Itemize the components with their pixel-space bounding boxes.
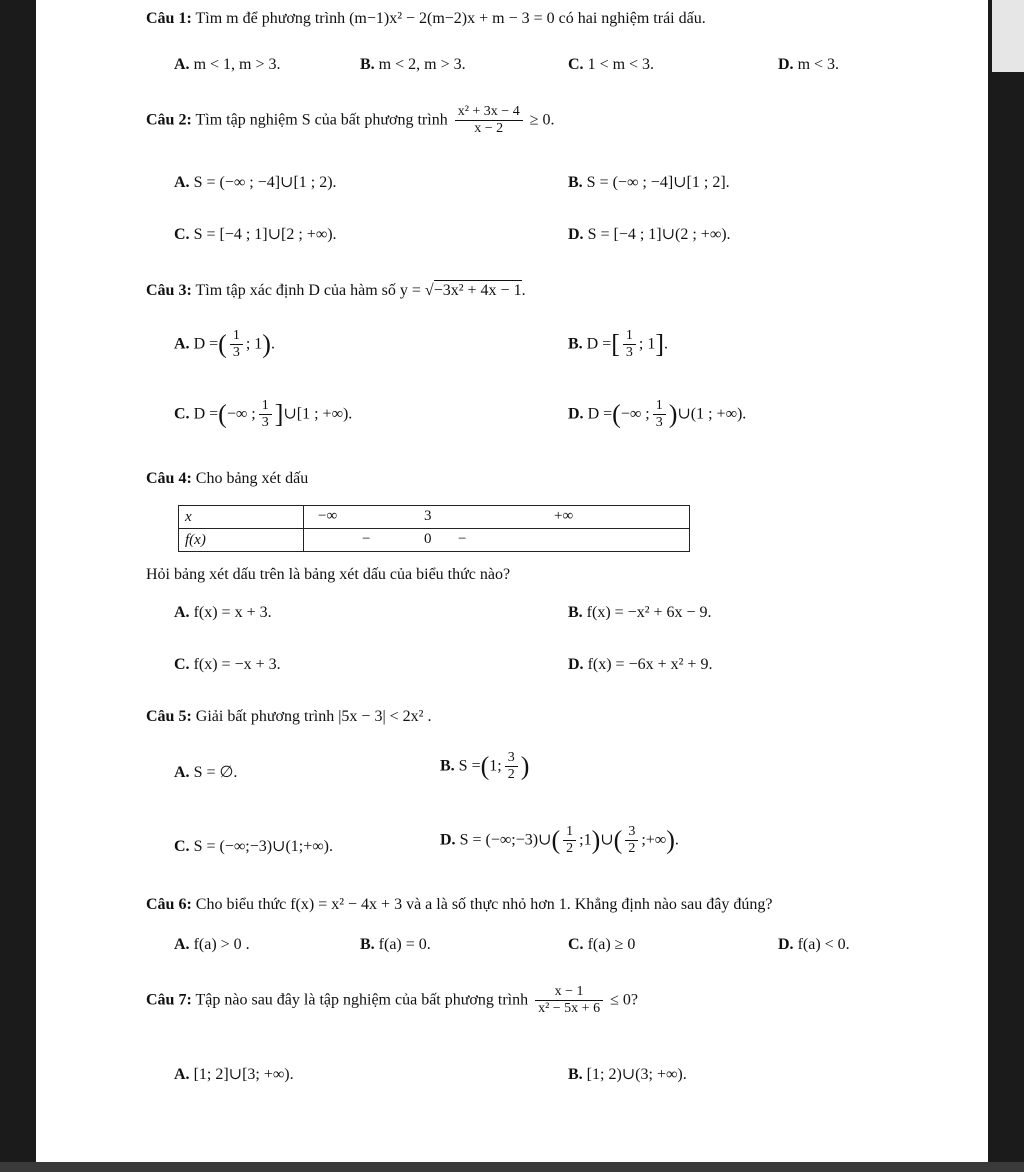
- q3-option-c[interactable]: [174, 398, 352, 431]
- question-5: [146, 708, 431, 726]
- q4-option-d[interactable]: [568, 656, 712, 674]
- question-7: [146, 984, 638, 1017]
- question-text: Tìm m để phương trình (m−1)x² − 2(m−2)x + m − 3 = 0 có hai nghiệm trái dấu.: [195, 10, 706, 27]
- fraction: [259, 398, 272, 431]
- denominator: 3: [625, 345, 633, 361]
- fraction: [623, 328, 636, 361]
- question-1: [146, 10, 706, 28]
- option-prefix: D =: [586, 335, 612, 353]
- question-label: Câu 3:: [146, 282, 192, 299]
- option-letter: B.: [360, 56, 375, 73]
- option-letter: A.: [174, 174, 190, 191]
- scrollbar-thumb[interactable]: [992, 0, 1024, 72]
- q1-option-d[interactable]: [778, 56, 839, 74]
- question-2: [146, 104, 554, 137]
- numerator: x² + 3x − 4: [455, 104, 523, 121]
- option-text: f(x) = −x + 3.: [193, 656, 281, 673]
- question-label: Câu 4:: [146, 470, 192, 487]
- denominator: 2: [507, 767, 515, 783]
- option-text: m < 2, m > 3.: [378, 56, 466, 73]
- question-text: Tìm tập nghiệm S của bất phương trình: [195, 111, 448, 129]
- fraction: [563, 824, 576, 857]
- option-letter: D.: [440, 831, 456, 849]
- close-bracket: ]: [274, 399, 284, 429]
- denominator: x² − 5x + 6: [538, 1001, 601, 1017]
- option-letter: C.: [174, 838, 190, 855]
- question-label: Câu 6:: [146, 896, 192, 913]
- q6-option-b[interactable]: [360, 936, 431, 954]
- option-mid: ; 1: [638, 335, 656, 353]
- question-6: [146, 896, 772, 914]
- q1-option-c[interactable]: [568, 56, 654, 74]
- q3-option-b[interactable]: [568, 328, 668, 361]
- numerator: 3: [625, 824, 638, 841]
- q6-option-a[interactable]: [174, 936, 250, 954]
- value-pos-inf: +∞: [554, 508, 574, 524]
- denominator: 3: [261, 415, 269, 431]
- q2-option-c[interactable]: [174, 224, 337, 244]
- numerator: 1: [623, 328, 636, 345]
- option-letter: D.: [778, 56, 794, 73]
- fraction: [455, 104, 523, 137]
- option-text: S = (−∞ ; −4]∪[1 ; 2).: [193, 174, 337, 191]
- question-4-prompt: Hỏi bảng xét dấu trên là bảng xét dấu của biểu thức nào?: [146, 566, 511, 583]
- option-suffix: ∪[1 ; +∞).: [283, 405, 353, 423]
- sign-minus: −: [458, 531, 467, 547]
- option-tail: ;+∞: [641, 831, 667, 849]
- option-letter: C.: [174, 405, 190, 423]
- option-letter: B.: [360, 936, 375, 953]
- q3-option-d[interactable]: [568, 398, 746, 431]
- fraction: [505, 750, 518, 783]
- option-mid: ; 1: [245, 335, 263, 353]
- option-letter: A.: [174, 936, 190, 953]
- option-letter: B.: [568, 604, 583, 621]
- option-text: S = [−4 ; 1]∪[2 ; +∞).: [193, 226, 337, 243]
- row-values: [304, 506, 690, 529]
- option-letter: A.: [174, 1066, 190, 1083]
- numerator: x − 1: [535, 984, 603, 1001]
- question-text: Giải bất phương trình |5x − 3| < 2x² .: [195, 708, 432, 725]
- q6-option-d[interactable]: [778, 936, 850, 954]
- q2-option-b[interactable]: [568, 172, 730, 192]
- question-label: Câu 1:: [146, 10, 192, 27]
- question-text: Tập nào sau đây là tập nghiệm của bất phương trình: [195, 991, 529, 1009]
- sign-table-row-x: [179, 506, 690, 529]
- q1-option-b[interactable]: [360, 56, 466, 74]
- option-letter: D.: [568, 405, 584, 423]
- option-text: [1; 2)∪(3; +∞).: [586, 1066, 687, 1083]
- close-paren: ): [591, 825, 601, 855]
- option-prefix: S =: [458, 757, 481, 775]
- numerator: 1: [259, 398, 272, 415]
- question-label: Câu 2:: [146, 111, 192, 129]
- function-end: .: [521, 282, 526, 299]
- sign-table: [178, 505, 690, 552]
- function-lhs: y = √: [399, 282, 434, 299]
- close-paren: ): [520, 751, 530, 781]
- option-text: [1; 2]∪[3; +∞).: [193, 1066, 294, 1083]
- q2-option-a[interactable]: [174, 172, 337, 192]
- bottom-edge: [0, 1162, 1024, 1172]
- option-letter: C.: [174, 656, 190, 673]
- fraction: [625, 824, 638, 857]
- q4-option-c[interactable]: [174, 656, 281, 674]
- q5-option-d[interactable]: [440, 824, 679, 857]
- option-text: 1 < m < 3.: [587, 56, 655, 73]
- q5-option-c[interactable]: [174, 836, 333, 856]
- numerator: 3: [505, 750, 518, 767]
- question-text: Tìm tập xác định D của hàm số: [195, 282, 396, 299]
- denominator: 2: [566, 841, 574, 857]
- q6-option-c[interactable]: [568, 936, 635, 954]
- close-bracket: ): [668, 399, 678, 429]
- document-page: [36, 0, 988, 1162]
- option-text: f(a) = 0.: [378, 936, 431, 953]
- question-text: Cho biểu thức f(x) = x² − 4x + 3 và a là số thực nhỏ hơn 1. Khẳng định nào sau đây đúng?: [195, 896, 773, 913]
- option-text: f(x) = −x² + 6x − 9.: [586, 604, 712, 621]
- option-prefix: S = (−∞;−3)∪: [459, 831, 552, 849]
- option-prefix: D =: [193, 335, 219, 353]
- option-letter: B.: [440, 757, 455, 775]
- q7-option-b[interactable]: [568, 1064, 687, 1084]
- option-prefix: D =: [193, 405, 219, 423]
- row-values: [304, 529, 690, 552]
- option-letter: B.: [568, 1066, 583, 1083]
- numerator: 1: [563, 824, 576, 841]
- fraction: [653, 398, 666, 431]
- option-lead: −∞ ;: [226, 405, 256, 423]
- close-paren: ): [666, 825, 675, 855]
- period: .: [674, 831, 679, 849]
- question-text: Cho bảng xét dấu: [195, 470, 309, 487]
- option-letter: D.: [568, 656, 584, 673]
- fraction: [230, 328, 243, 361]
- option-lead: −∞ ;: [620, 405, 650, 423]
- numerator: 1: [653, 398, 666, 415]
- fraction: [535, 984, 603, 1017]
- option-letter: A.: [174, 335, 190, 353]
- radicand: −3x² + 4x − 1: [433, 282, 522, 299]
- option-text: S = [−4 ; 1]∪(2 ; +∞).: [587, 226, 731, 243]
- option-text: m < 1, m > 3.: [193, 56, 281, 73]
- option-letter: B.: [568, 335, 583, 353]
- question-tail: ≤ 0?: [610, 991, 638, 1009]
- question-4: [146, 470, 308, 488]
- q4-option-a[interactable]: [174, 604, 272, 622]
- denominator: 3: [232, 345, 240, 361]
- q5-option-b[interactable]: [440, 750, 529, 783]
- option-text: f(x) = x + 3.: [193, 604, 272, 621]
- open-paren: (: [480, 751, 490, 781]
- open-bracket: (: [218, 329, 227, 359]
- open-bracket: (: [612, 399, 621, 429]
- option-letter: B.: [568, 174, 583, 191]
- option-letter: A.: [174, 764, 190, 781]
- question-label: Câu 7:: [146, 991, 192, 1009]
- question-label: Câu 5:: [146, 708, 192, 725]
- open-paren: (: [551, 825, 561, 855]
- row-head: f(x): [179, 529, 304, 552]
- open-paren: (: [613, 825, 623, 855]
- option-letter: C.: [568, 56, 584, 73]
- sign-minus: −: [362, 531, 371, 547]
- option-suffix: .: [664, 335, 669, 353]
- q4-option-b[interactable]: [568, 604, 712, 622]
- option-letter: D.: [568, 226, 584, 243]
- row-head: x: [179, 506, 304, 529]
- sign-zero: 0: [424, 531, 432, 547]
- option-letter: A.: [174, 604, 190, 621]
- option-text: S = (−∞;−3)∪(1;+∞).: [193, 838, 333, 855]
- denominator: 3: [655, 415, 663, 431]
- open-bracket: [: [611, 329, 620, 359]
- option-text: f(x) = −6x + x² + 9.: [587, 656, 713, 673]
- q7-option-a[interactable]: [174, 1064, 294, 1084]
- option-lead: 1;: [489, 757, 502, 775]
- option-text: f(a) > 0 .: [193, 936, 250, 953]
- open-bracket: (: [218, 399, 227, 429]
- option-letter: C.: [174, 226, 190, 243]
- option-text: S = (−∞ ; −4]∪[1 ; 2].: [586, 174, 730, 191]
- option-text: f(a) ≥ 0: [587, 936, 636, 953]
- option-letter: D.: [778, 936, 794, 953]
- close-bracket: ]: [655, 329, 665, 359]
- question-3: [146, 282, 526, 300]
- union-symbol: ∪: [600, 831, 614, 849]
- denominator: 2: [628, 841, 636, 857]
- numerator: 1: [230, 328, 243, 345]
- question-tail: ≥ 0.: [529, 111, 555, 129]
- q1-option-a[interactable]: [174, 56, 281, 74]
- q5-option-a[interactable]: [174, 762, 237, 782]
- q3-option-a[interactable]: [174, 328, 275, 361]
- option-text: m < 3.: [797, 56, 840, 73]
- sign-table-row-fx: [179, 529, 690, 552]
- option-text: S = ∅.: [193, 764, 238, 781]
- option-suffix: .: [270, 335, 275, 353]
- option-prefix: D =: [587, 405, 613, 423]
- value-three: 3: [424, 508, 432, 524]
- option-letter: A.: [174, 56, 190, 73]
- option-letter: C.: [568, 936, 584, 953]
- q2-option-d[interactable]: [568, 224, 731, 244]
- value-neg-inf: −∞: [318, 508, 338, 524]
- denominator: x − 2: [474, 121, 504, 137]
- option-suffix: ∪(1 ; +∞).: [677, 405, 747, 423]
- option-text: f(a) < 0.: [797, 936, 850, 953]
- close-bracket: ): [262, 329, 271, 359]
- option-mid: ;1: [579, 831, 592, 849]
